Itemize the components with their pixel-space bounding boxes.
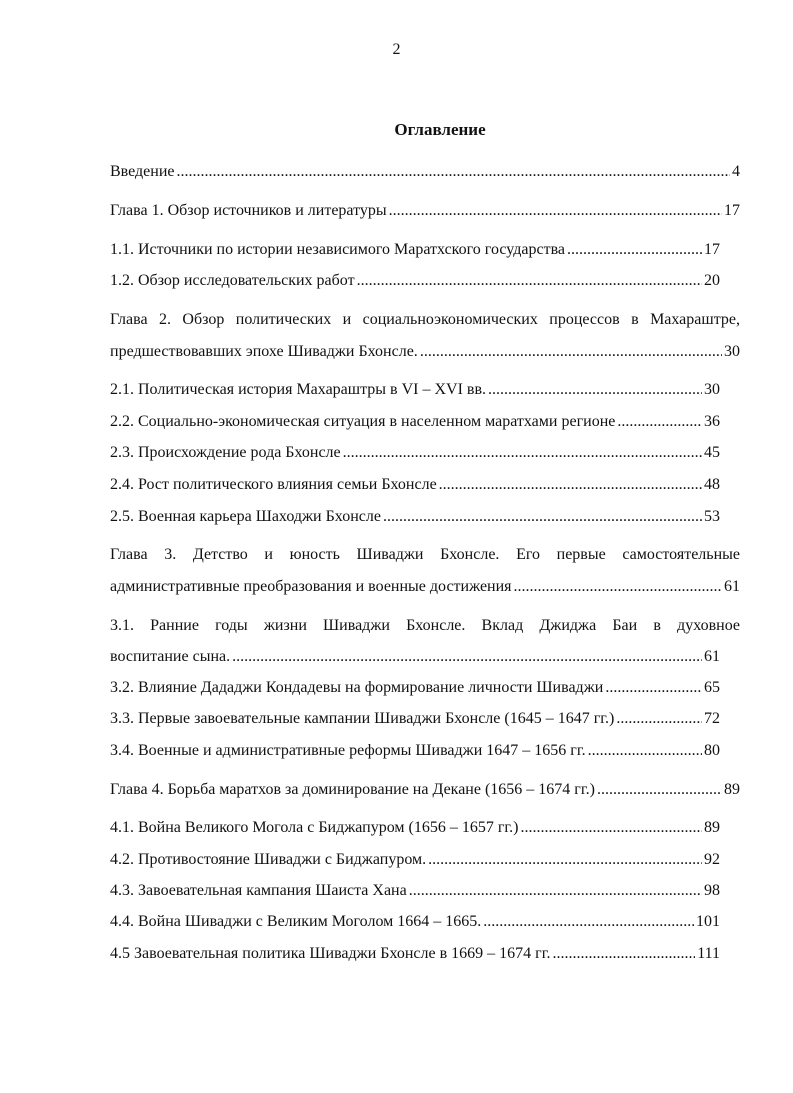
toc-entry-text: 2.4. Рост политического влияния семьи Бхонсле [110,476,437,493]
toc-entry-text: воспитание сына. [110,648,231,665]
toc-entry-page: 92 [704,851,720,868]
toc-entry [110,577,740,597]
toc-entry [110,162,740,182]
page-number: 2 [392,41,401,58]
toc-entry-text: Глава 4. Борьба маратхов за доминирование на Декане (1656 – 1674 гг.) [110,781,595,798]
toc-entry [110,741,720,761]
toc-entry-text: 4.3. Завоевательная кампания Шаиста Хана [110,882,407,899]
toc-entry [110,443,720,463]
toc-entry-text: 3.2. Влияние Дададжи Кондадевы на формирование личности Шиваджи [110,679,604,696]
toc-entry [110,380,720,400]
toc-entry-text: Введение [110,163,175,180]
leader-dots [616,709,702,729]
toc-entry-page: 53 [704,508,720,525]
toc-entry-line1: Глава 3. Детство и юность Шиваджи Бхонсле. Его первые самостоятельные [110,546,740,563]
toc-entry-text: 1.2. Обзор исследовательских работ [110,272,355,289]
leader-dots [597,780,722,800]
toc-entry-page: 61 [724,578,740,595]
toc-entry-text: 2.1. Политическая история Махараштры в VI – XVI вв. [110,381,487,398]
toc-entry [110,944,720,964]
toc-entry [110,412,720,432]
toc-entry-page: 30 [704,381,720,398]
leader-dots [343,443,702,463]
toc-entry-page: 36 [704,413,720,430]
leader-dots [232,647,702,667]
toc-entry-line1: 3.1. Ранние годы жизни Шиваджи Бхонсле. Вклад Джиджа Баи в духовное [110,617,740,634]
toc-entry-page: 89 [724,781,740,798]
toc-entry-page: 80 [704,742,720,759]
toc-entry [110,912,720,932]
toc-entry [110,709,720,729]
leader-dots [488,380,702,400]
leader-dots [521,818,702,838]
leader-dots [439,475,702,495]
leader-dots [389,201,722,221]
toc-entry-text: 4.2. Противостояние Шиваджи с Биджапуром. [110,851,427,868]
toc-entry-page: 17 [704,241,720,258]
toc-entry-page: 72 [704,710,720,727]
toc-entry-page: 4 [732,163,740,180]
toc-entry-text: 4.4. Война Шиваджи с Великим Моголом 1664 – 1665. [110,913,482,930]
toc-entry-page: 17 [724,202,740,219]
toc-entry-line1: Глава 2. Обзор политических и социальноэкономических процессов в Махараштре, [110,311,740,328]
toc-entry-text: 4.1. Война Великого Могола с Биджапуром (1656 – 1657 гг.) [110,819,519,836]
leader-dots [428,850,702,870]
toc-entry-page: 30 [724,343,740,360]
toc-entry [110,475,720,495]
leader-dots [409,881,702,901]
toc-entry [110,678,720,698]
toc-entry-text: 4.5 Завоевательная политика Шиваджи Бхонсле в 1669 – 1674 гг. [110,945,551,962]
toc-entry-page: 61 [704,648,720,665]
toc-entry-page: 45 [704,444,720,461]
toc-entry [110,271,720,291]
leader-dots [514,577,722,597]
leader-dots [605,678,702,698]
toc-entry-text: административные преобразования и военные достижения [110,578,512,595]
toc-entry-text: 3.4. Военные и административные реформы Шиваджи 1647 – 1656 гг. [110,742,586,759]
toc-entry-page: 48 [704,476,720,493]
leader-dots [383,507,702,527]
leader-dots [617,412,702,432]
toc-entry-page: 89 [704,819,720,836]
leader-dots [177,162,731,182]
toc-entry [110,507,720,527]
toc-entry-page: 111 [697,945,720,962]
toc-entry-text: Глава 1. Обзор источников и литературы [110,202,387,219]
toc-entry [110,780,740,800]
toc-entry-page: 98 [704,882,720,899]
toc-title: Оглавление [394,120,486,139]
toc-entry [110,818,720,838]
toc-entry-text: 2.2. Социально-экономическая ситуация в населенном маратхами регионе [110,413,616,430]
toc-entry [110,240,720,260]
toc-entry-text: предшествовавших эпохе Шиваджи Бхонсле. [110,343,418,360]
toc-entry-text: 2.3. Происхождение рода Бхонсле [110,444,341,461]
toc-entry [110,342,740,362]
leader-dots [357,271,702,291]
leader-dots [420,342,722,362]
toc-entry-page: 101 [696,913,720,930]
toc-entry-text: 1.1. Источники по истории независимого Маратхского государства [110,241,566,258]
toc-entry [110,647,720,667]
toc-entry-page: 20 [704,272,720,289]
toc-entry [110,881,720,901]
toc-entry [110,850,720,870]
toc-entry-page: 65 [704,679,720,696]
leader-dots [483,912,694,932]
leader-dots [588,741,702,761]
toc-entry-text: 3.3. Первые завоевательные кампании Шиваджи Бхонсле (1645 – 1647 гг.) [110,710,615,727]
leader-dots [552,944,695,964]
toc-entry [110,201,740,221]
leader-dots [567,240,702,260]
toc-entry-text: 2.5. Военная карьера Шаходжи Бхонсле [110,508,381,525]
